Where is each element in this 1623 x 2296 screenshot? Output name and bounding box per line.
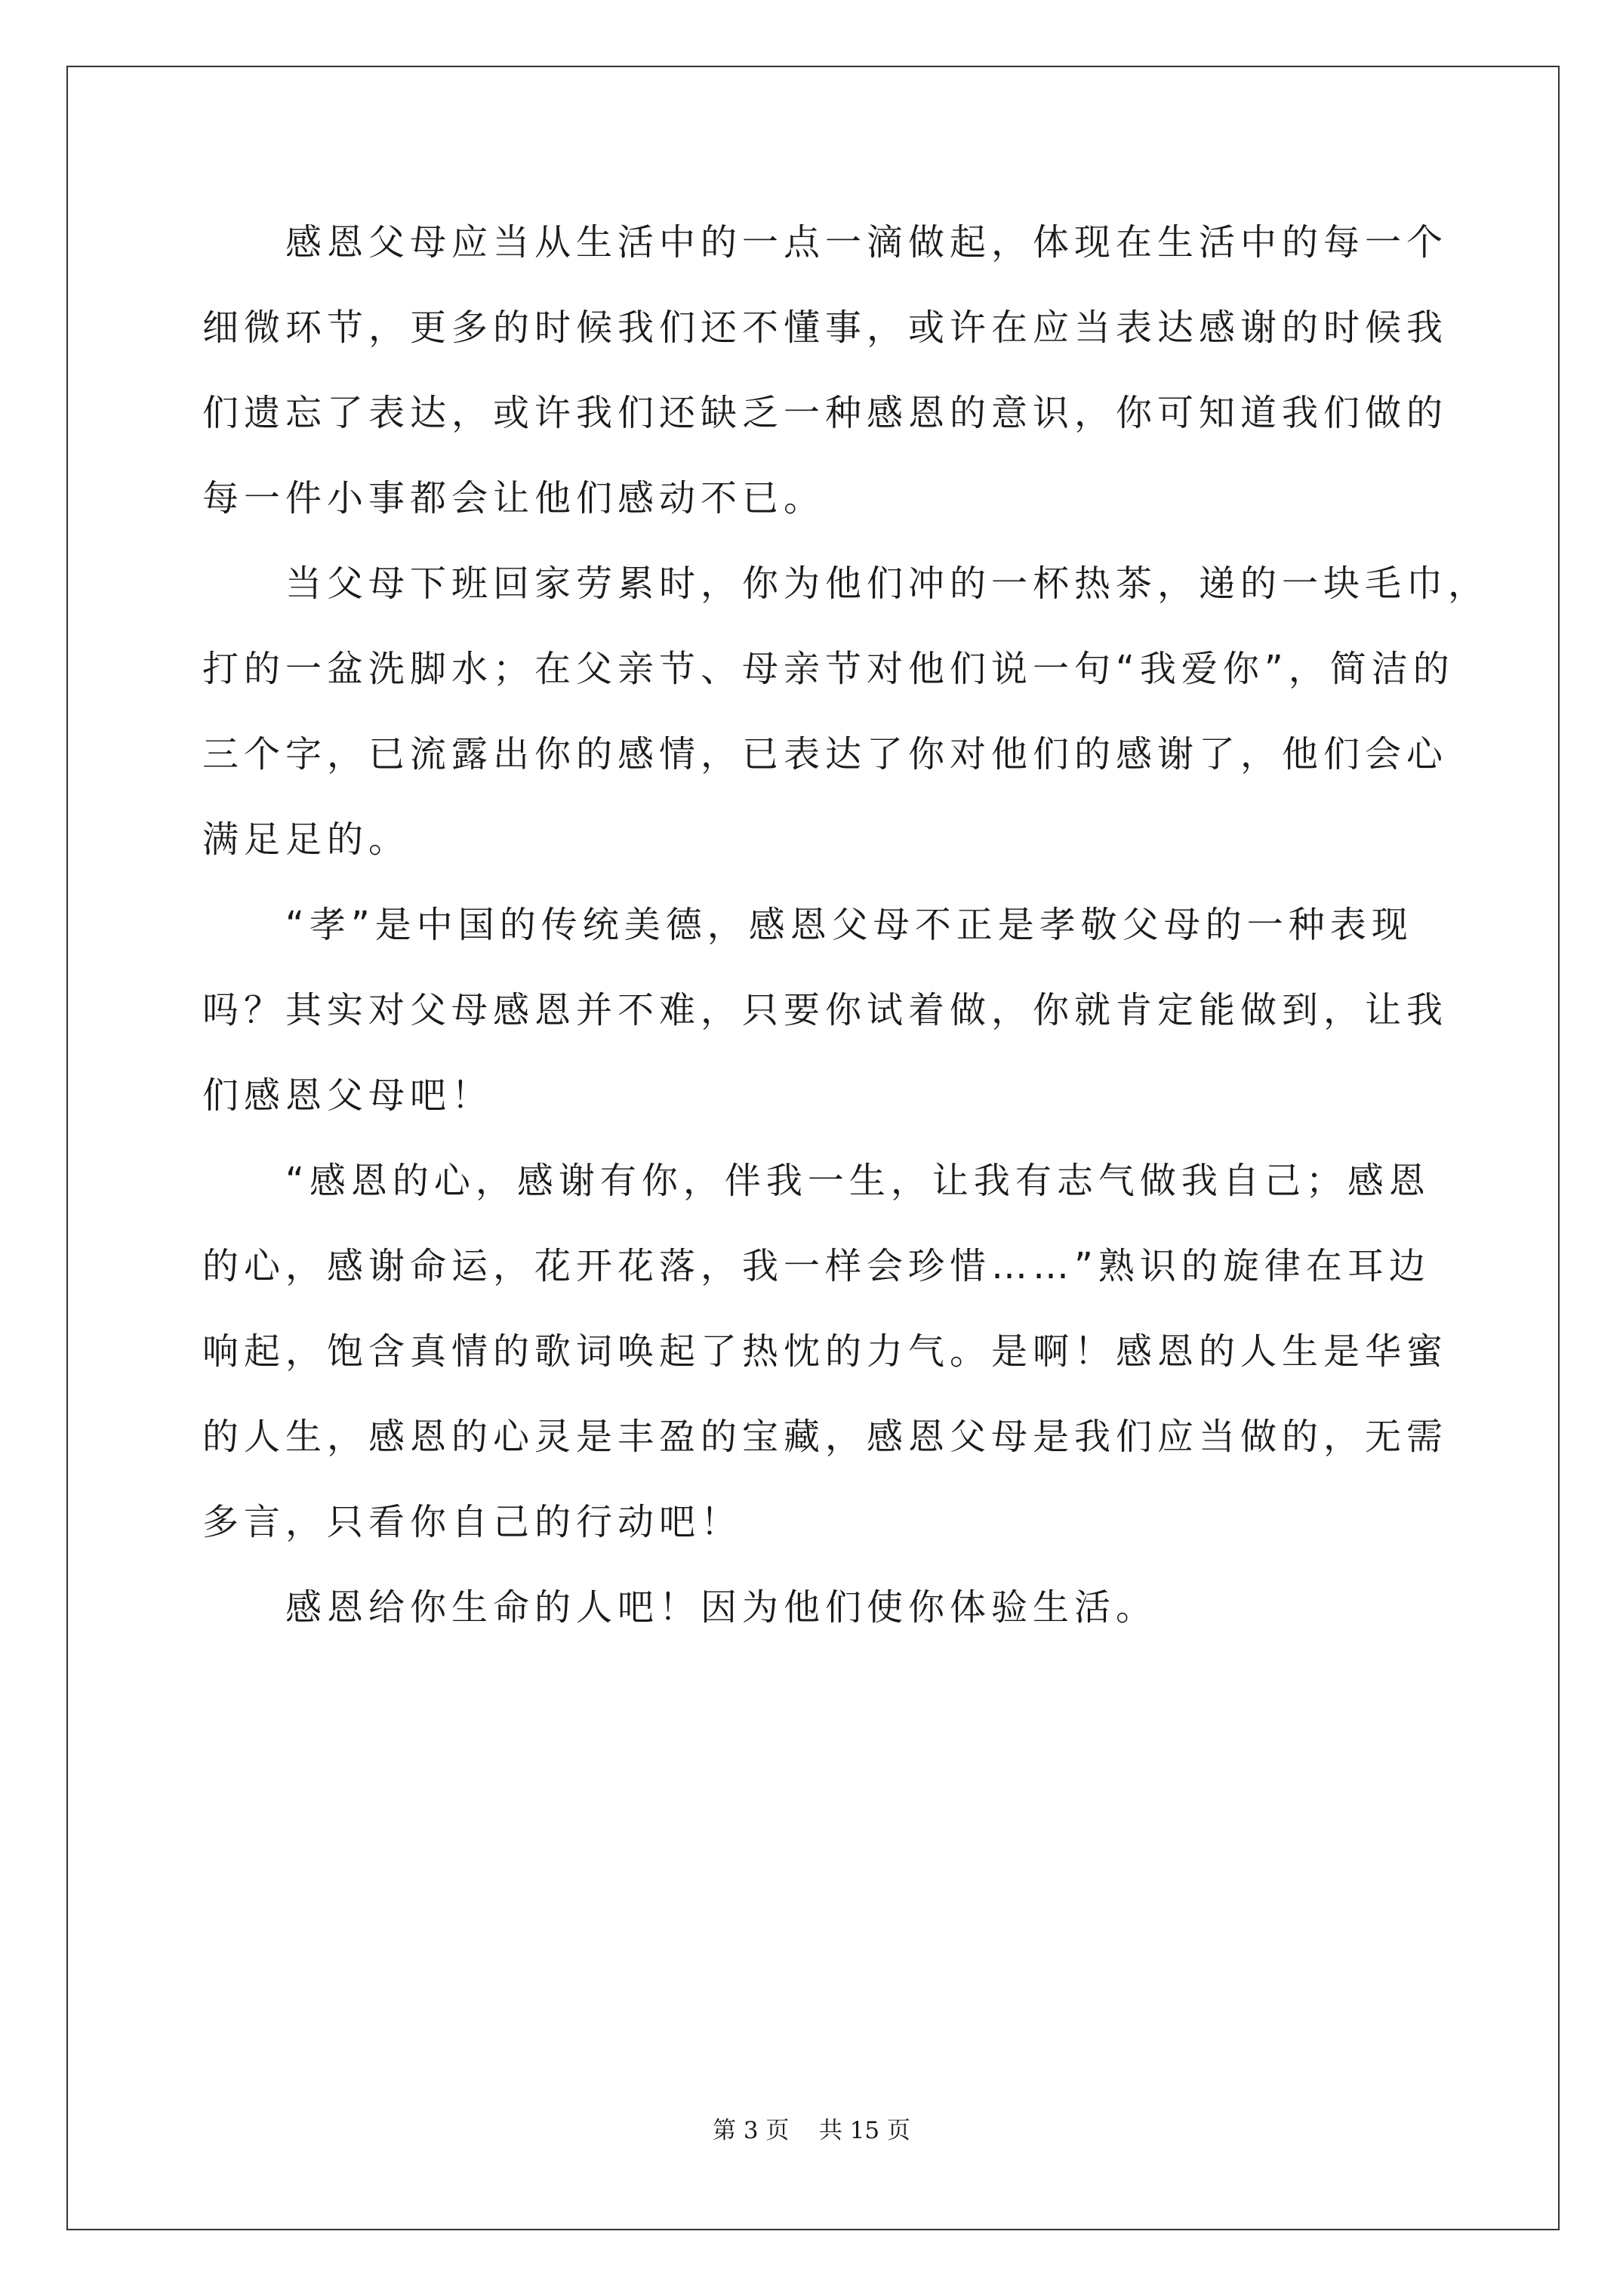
text-line: 们遗忘了表达，或许我们还缺乏一种感恩的意识，你可知道我们做的 <box>202 392 1449 434</box>
text-line: 三个字，已流露出你的感情，已表达了你对他们的感谢了，他们会心 <box>202 733 1449 775</box>
paragraph <box>202 1565 1434 1650</box>
text-line: 当父母下班回家劳累时，你为他们冲的一杯热茶，递的一块毛巾， <box>285 562 1490 605</box>
text-line: 的心，感谢命运，花开花落，我一样会珍惜……”熟识的旋律在耳边 <box>202 1245 1431 1287</box>
paragraph <box>202 883 1449 1139</box>
text-line: 感恩给你生命的人吧！因为他们使你体验生活。 <box>285 1586 1158 1629</box>
text-line: 感恩父母应当从生活中的一点一滴做起，体现在生活中的每一个 <box>285 221 1449 264</box>
paragraph <box>202 541 1490 883</box>
text-line: 们感恩父母吧！ <box>202 1074 494 1117</box>
text-line: 打的一盆洗脚水；在父亲节、母亲节对他们说一句“我爱你”，简洁的 <box>202 648 1455 690</box>
document-body <box>202 200 1490 1650</box>
text-line: 多言，只看你自己的行动吧！ <box>202 1501 743 1543</box>
text-line: “感恩的心，感谢有你，伴我一生，让我有志气做我自己；感恩 <box>285 1160 1431 1202</box>
paragraph <box>202 1139 1449 1565</box>
paragraph <box>202 200 1449 541</box>
text-line: “孝”是中国的传统美德，感恩父母不正是孝敬父母的一种表现 <box>285 904 1413 946</box>
text-line: 满足足的。 <box>202 818 411 861</box>
text-line: 细微环节，更多的时候我们还不懂事，或许在应当表达感谢的时候我 <box>202 307 1449 349</box>
text-line: 吗？其实对父母感恩并不难，只要你试着做，你就肯定能做到，让我 <box>202 989 1449 1031</box>
text-line: 响起，饱含真情的歌词唤起了热忱的力气。是啊！感恩的人生是华蜜 <box>202 1330 1449 1373</box>
page-number-footer: 第 3 页 共 15 页 <box>712 2117 910 2144</box>
text-line: 的人生，感恩的心灵是丰盈的宝藏，感恩父母是我们应当做的，无需 <box>202 1416 1449 1458</box>
text-line: 每一件小事都会让他们感动不已。 <box>202 477 826 519</box>
